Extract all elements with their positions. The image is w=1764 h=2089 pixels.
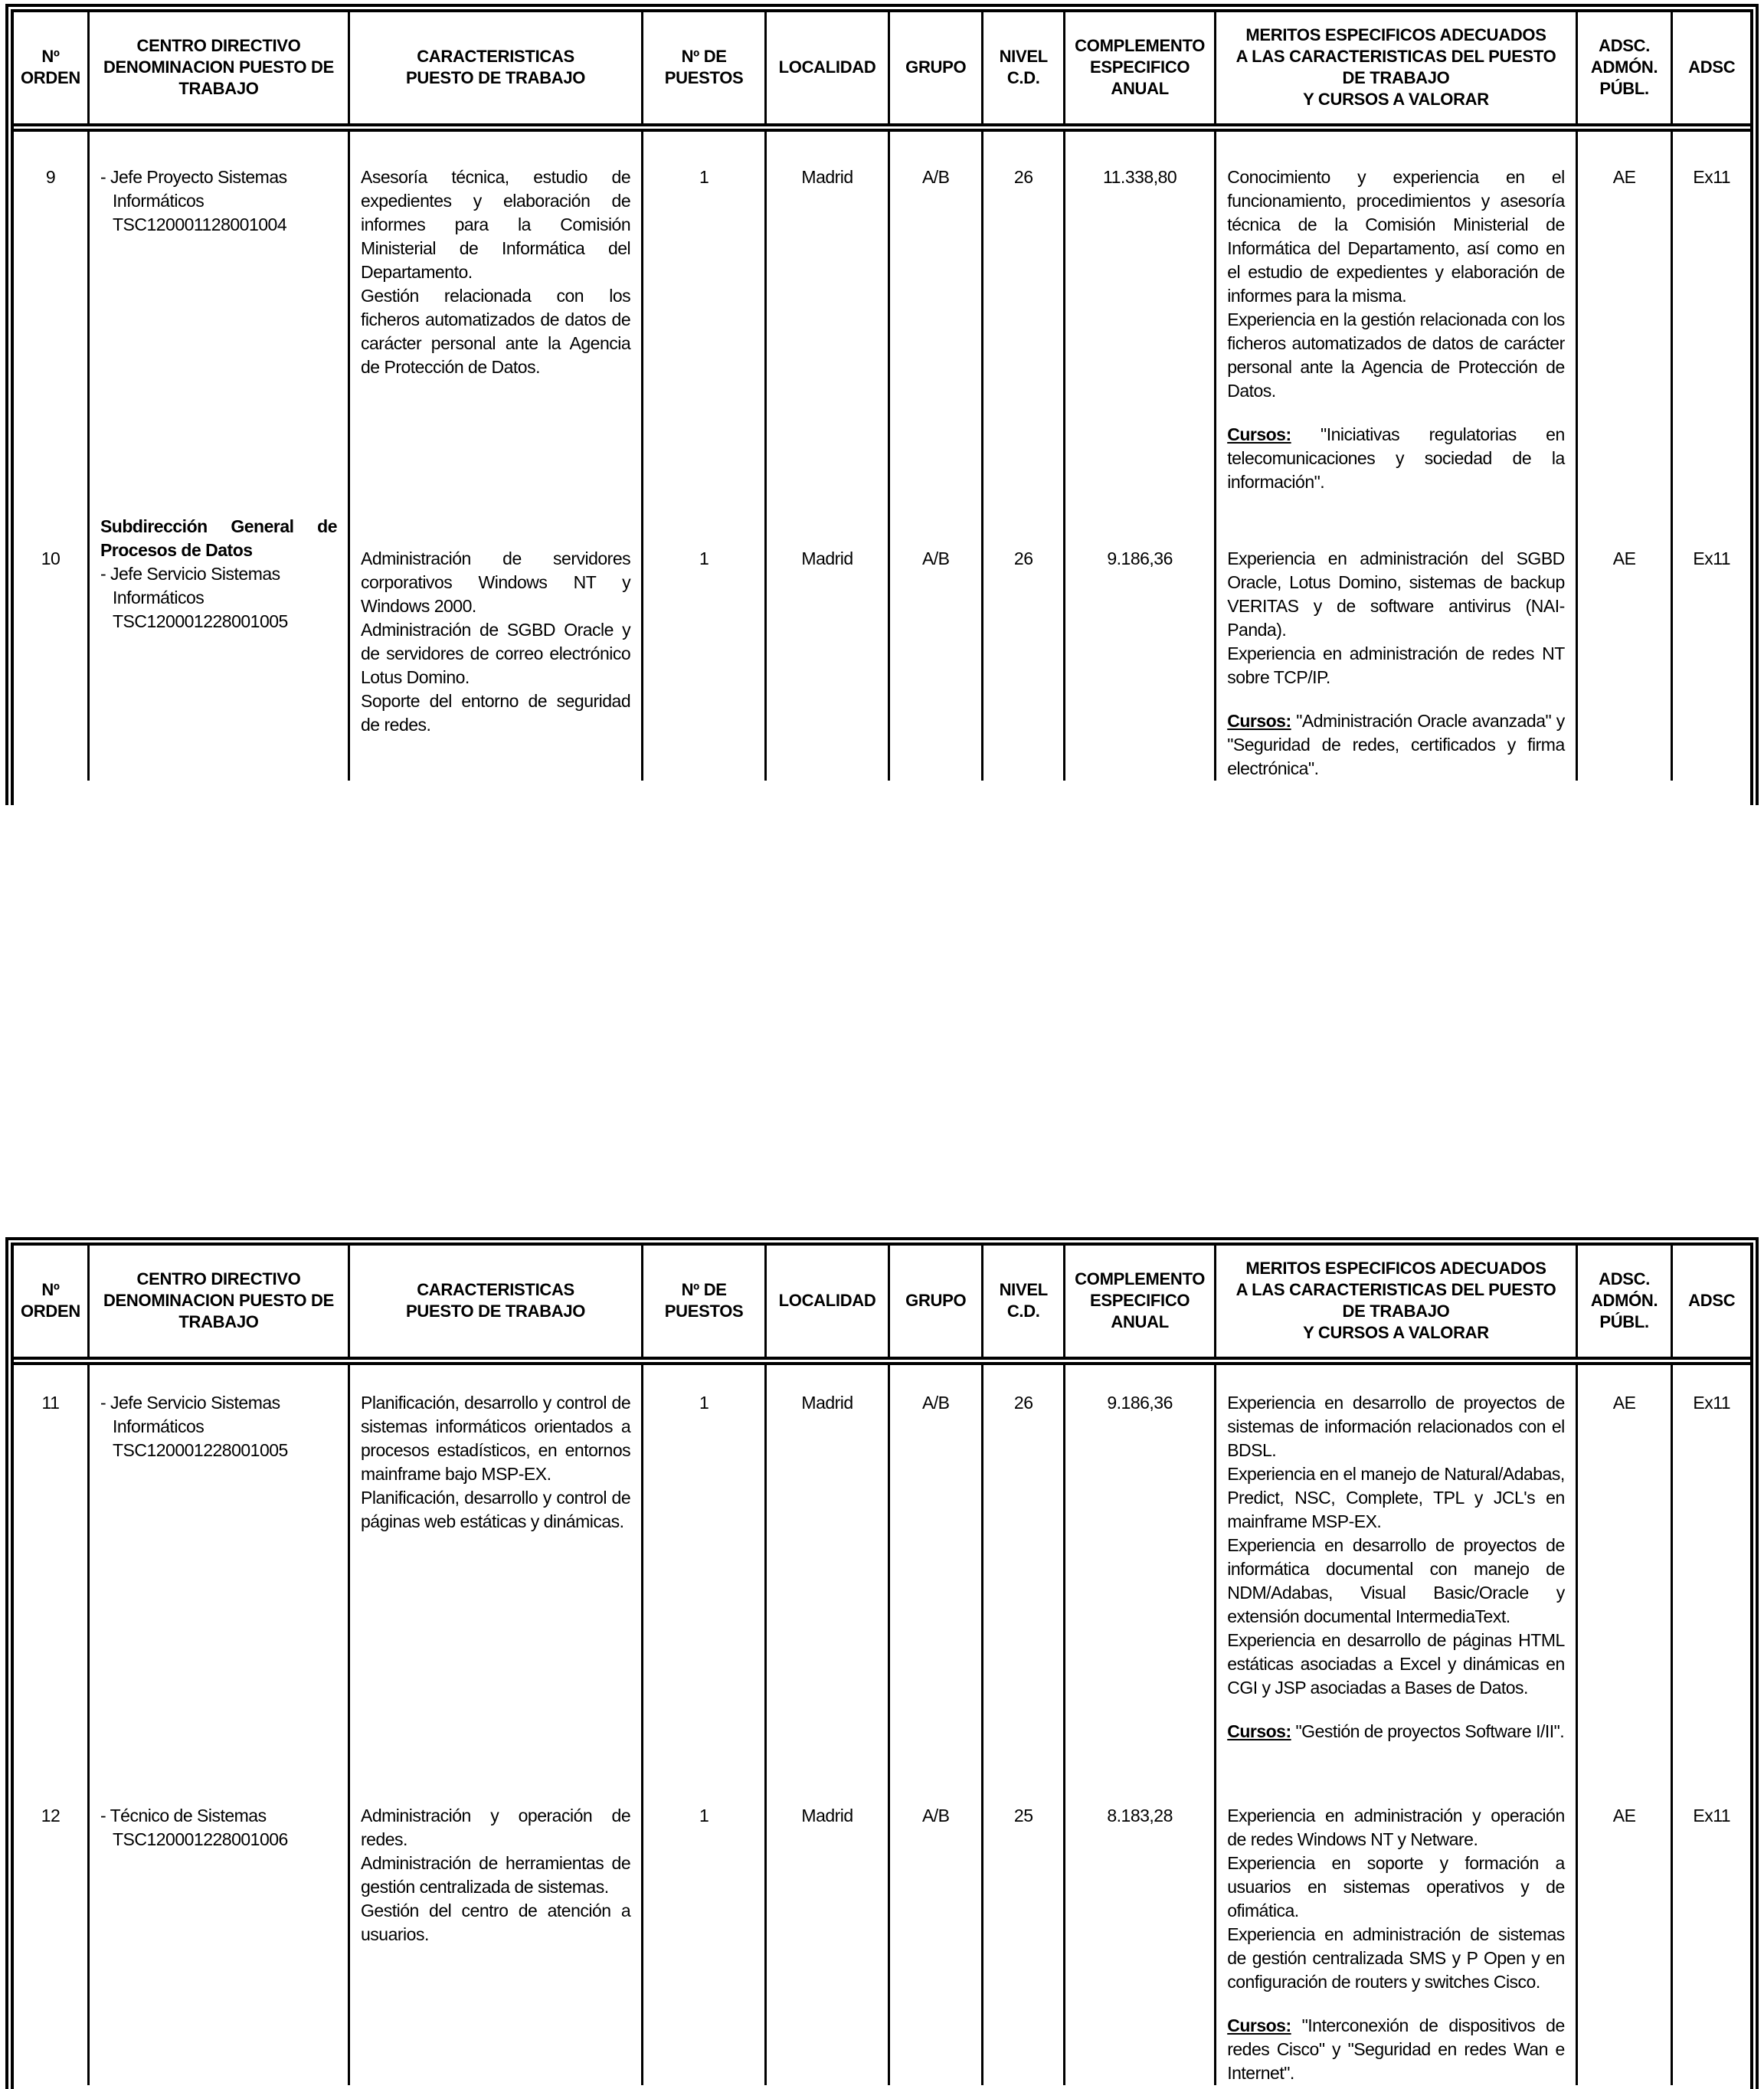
positions-table-2 (5, 1237, 1759, 2089)
cell-adsc: Ex11 (1672, 1778, 1750, 2085)
column-header-grupo: GRUPO (889, 12, 983, 127)
cell-denominacion (88, 127, 349, 510)
cell-adsc: Ex11 (1672, 1360, 1750, 1778)
cursos-paragraph (1227, 1720, 1565, 1744)
column-header-centro-directivo: CENTRO DIRECTIVO DENOMINACION PUESTO DE TRABAJO (88, 1246, 349, 1360)
cell-meritos (1216, 1778, 1577, 2085)
cursos-label: Cursos: (1227, 424, 1291, 444)
cell-meritos (1216, 510, 1577, 781)
column-header-adsc: ADSC (1672, 1246, 1750, 1360)
column-header-centro-directivo: CENTRO DIRECTIVO DENOMINACION PUESTO DE TRABAJO (88, 12, 349, 127)
cursos-paragraph (1227, 423, 1565, 494)
cell-adsc-admon: AE (1576, 1778, 1672, 2085)
cell-orden: 10 (41, 548, 61, 568)
denominacion-text: - Jefe Servicio Sistemas Informáticos (100, 564, 280, 607)
header-row (14, 1246, 1750, 1360)
cell-num-puestos: 1 (643, 127, 766, 510)
cursos-text: "Administración Oracle avanzada" y "Seguridad de redes, certificados y firma electrónica". (1227, 711, 1565, 778)
cursos-paragraph (1227, 2014, 1565, 2085)
column-header-orden: Nº ORDEN (14, 12, 88, 127)
cell-orden: 12 (41, 1806, 61, 1825)
positions-table-2-grid (14, 1246, 1750, 2085)
column-header-adsc-admon: ADSC. ADMÓN. PÚBL. (1576, 1246, 1672, 1360)
cell-complemento: 9.186,36 (1065, 510, 1216, 781)
cell-num-puestos: 1 (643, 1360, 766, 1778)
position-row-10 (14, 510, 1750, 781)
cell-localidad: Madrid (766, 510, 889, 781)
centro-directivo-heading: Subdirección General de Procesos de Datos (100, 516, 338, 560)
puesto-codigo: TSC120001228001005 (112, 1439, 288, 1460)
cell-caracteristicas: Asesoría técnica, estudio de expedientes y elaboración de informes para la Comisión Ministerial de Informática del Departamento. Gestión relacionada con los ficheros automatizados de datos de carácter personal ante la Agencia de Protección de Datos. (349, 127, 643, 510)
cell-complemento: 9.186,36 (1065, 1360, 1216, 1778)
cell-nivel-cd: 26 (983, 510, 1065, 781)
cell-grupo: A/B (889, 510, 983, 781)
cell-adsc: Ex11 (1672, 127, 1750, 510)
cell-num-puestos: 1 (643, 510, 766, 781)
puesto-codigo: TSC120001228001006 (112, 1829, 288, 1849)
position-row-9 (14, 127, 1750, 510)
cursos-text: "Iniciativas regulatorias en telecomunicaciones y sociedad de la información". (1227, 424, 1565, 492)
cell-adsc-admon: AE (1576, 510, 1672, 781)
cursos-text: "Gestión de proyectos Software I/II". (1295, 1721, 1565, 1741)
column-header-num-puestos: Nº DE PUESTOS (643, 1246, 766, 1360)
denominacion-text: - Técnico de Sistemas (100, 1806, 267, 1825)
cell-grupo: A/B (889, 1360, 983, 1778)
cell-adsc-admon: AE (1576, 127, 1672, 510)
cell-denominacion (88, 510, 349, 781)
denominacion-text: - Jefe Servicio Sistemas Informáticos (100, 1392, 280, 1436)
column-header-nivel-cd: NIVEL C.D. (983, 1246, 1065, 1360)
cell-num-puestos: 1 (643, 1778, 766, 2085)
cell-localidad: Madrid (766, 1360, 889, 1778)
cell-complemento: 11.338,80 (1065, 127, 1216, 510)
cell-denominacion (88, 1778, 349, 2085)
puesto-codigo: TSC120001228001005 (112, 611, 288, 631)
meritos-text: Conocimiento y experiencia en el funcionamiento, procedimientos y asesoría técnica de la Comisión Ministerial de Informática del Departamento, así como en el estudio de expedientes y elaboración de informes para la misma. Experiencia en la gestión relacionada con los ficheros automatizados de datos de carácter personal ante la Agencia de Protección de Datos. (1227, 166, 1565, 401)
cell-adsc-admon: AE (1576, 1360, 1672, 1778)
cell-orden: 11 (41, 1392, 60, 1413)
column-header-caracteristicas: CARACTERISTICAS PUESTO DE TRABAJO (349, 12, 643, 127)
cell-grupo: A/B (889, 127, 983, 510)
column-header-caracteristicas: CARACTERISTICAS PUESTO DE TRABAJO (349, 1246, 643, 1360)
column-header-orden: Nº ORDEN (14, 1246, 88, 1360)
column-header-localidad: LOCALIDAD (766, 1246, 889, 1360)
cursos-label: Cursos: (1227, 1721, 1291, 1741)
header-row (14, 12, 1750, 127)
cell-grupo: A/B (889, 1778, 983, 2085)
positions-table-1-grid (14, 12, 1750, 781)
cell-nivel-cd: 26 (983, 1360, 1065, 1778)
cell-complemento: 8.183,28 (1065, 1778, 1216, 2085)
column-header-nivel-cd: NIVEL C.D. (983, 12, 1065, 127)
cursos-text: "Interconexión de dispositivos de redes Cisco" y "Seguridad en redes Wan e Internet". (1227, 2015, 1565, 2083)
cell-caracteristicas: Administración y operación de redes. Administración de herramientas de gestión centralizada de sistemas. Gestión del centro de atención a usuarios. (349, 1778, 643, 2085)
column-header-complemento: COMPLEMENTO ESPECIFICO ANUAL (1065, 12, 1216, 127)
cell-denominacion (88, 1360, 349, 1778)
meritos-text: Experiencia en administración del SGBD Oracle, Lotus Domino, sistemas de backup VERITAS y de software antivirus (NAI-Panda). Experiencia en administración de redes NT sobre TCP/IP. (1227, 548, 1565, 687)
column-header-localidad: LOCALIDAD (766, 12, 889, 127)
cell-meritos (1216, 127, 1577, 510)
cell-caracteristicas: Administración de servidores corporativos Windows NT y Windows 2000. Administración de SGBD Oracle y de servidores de correo electrónico Lotus Domino. Soporte del entorno de seguridad de redes. (349, 510, 643, 781)
cell-adsc: Ex11 (1672, 510, 1750, 781)
meritos-text: Experiencia en administración y operación de redes Windows NT y Netware. Experiencia en soporte y formación a usuarios en sistemas operativos y de ofimática. Experiencia en administración de sistemas de gestión centralizada SMS y P Open y en configuración de routers y switches Cisco. (1227, 1806, 1565, 1992)
cell-localidad: Madrid (766, 127, 889, 510)
cell-meritos (1216, 1360, 1577, 1778)
column-header-adsc: ADSC (1672, 12, 1750, 127)
column-header-grupo: GRUPO (889, 1246, 983, 1360)
column-header-adsc-admon: ADSC. ADMÓN. PÚBL. (1576, 12, 1672, 127)
column-header-num-puestos: Nº DE PUESTOS (643, 12, 766, 127)
position-row-12 (14, 1778, 1750, 2085)
cell-nivel-cd: 26 (983, 127, 1065, 510)
puesto-codigo: TSC120001128001004 (112, 214, 287, 234)
cursos-label: Cursos: (1227, 2015, 1291, 2035)
cell-orden: 9 (45, 166, 56, 187)
cell-caracteristicas: Planificación, desarrollo y control de sistemas informáticos orientados a procesos estadísticos, en entornos mainframe bajo MSP-EX. Planificación, desarrollo y control de páginas web estáticas y dinámicas. (349, 1360, 643, 1778)
position-row-11 (14, 1360, 1750, 1778)
cursos-label: Cursos: (1227, 711, 1291, 731)
meritos-text: Experiencia en desarrollo de proyectos de sistemas de información relacionados con el BDSL. Experiencia en el manejo de Natural/Adabas, Predict, NSC, Complete, TPL y JCL's en mainframe MSP-EX. Experiencia en desarrollo de proyectos de informática documental con manejo de NDM/Adabas, Visual Basic/Oracle y extensión documental IntermediaText. Experiencia en desarrollo de páginas HTML estáticas asociadas a Excel y dinámicas en CGI y JSP asociadas a Bases de Datos. (1227, 1392, 1565, 1698)
positions-table-1 (5, 4, 1759, 805)
cursos-paragraph (1227, 709, 1565, 781)
denominacion-text: - Jefe Proyecto Sistemas Informáticos (100, 166, 287, 211)
column-header-complemento: COMPLEMENTO ESPECIFICO ANUAL (1065, 1246, 1216, 1360)
cell-localidad: Madrid (766, 1778, 889, 2085)
cell-nivel-cd: 25 (983, 1778, 1065, 2085)
column-header-meritos: MERITOS ESPECIFICOS ADECUADOS A LAS CARACTERISTICAS DEL PUESTO DE TRABAJO Y CURSOS A VALORAR (1216, 12, 1577, 127)
column-header-meritos: MERITOS ESPECIFICOS ADECUADOS A LAS CARACTERISTICAS DEL PUESTO DE TRABAJO Y CURSOS A VALORAR (1216, 1246, 1577, 1360)
